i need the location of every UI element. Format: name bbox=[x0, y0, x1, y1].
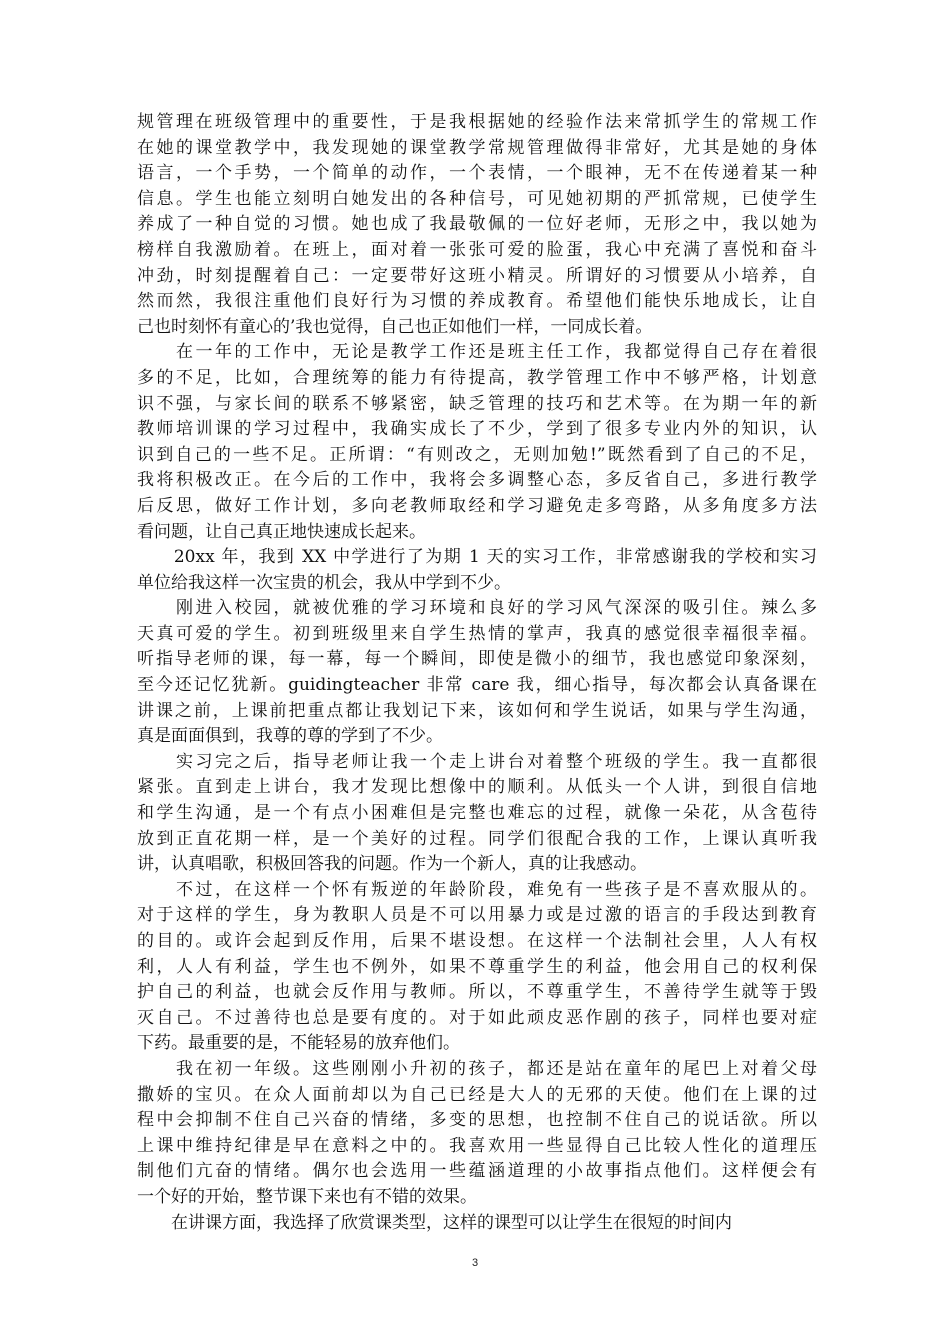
text-line: 识到自己的一些不足。正所谓：“有则改之，无则加勉!”既然看到了自己的不足， bbox=[137, 444, 817, 465]
text-line: 撒娇的宝贝。在众人面前却以为自己已经是大人的无邪的天使。他们在上课的过 bbox=[137, 1084, 817, 1105]
text-line: 真是面面俱到，我尊的尊的学到了不少。 bbox=[137, 726, 443, 747]
paragraph bbox=[137, 596, 817, 750]
text-line: 一个好的开始，整节课下来也有不错的效果。 bbox=[137, 1186, 477, 1207]
text-line: 看问题，让自己真正地快速成长起来。 bbox=[137, 521, 426, 542]
text-line: 规管理在班级管理中的重要性，于是我根据她的经验作法来常抓学生的常规工作 bbox=[137, 112, 817, 132]
text-line: 下药。最重要的是，不能轻易的放弃他们。 bbox=[137, 1033, 460, 1054]
text-line: 识不强，与家长间的联系不够紧密，缺乏管理的技巧和艺术等。在为期一年的新 bbox=[137, 393, 817, 414]
text-line: 程中会抑制不住自己兴奋的情绪，多变的思想，也控制不住自己的说话欲。所以 bbox=[137, 1110, 817, 1131]
text-line: 不过，在这样一个怀有叛逆的年龄阶段，难免有一些孩子是不喜欢服从的。 bbox=[137, 879, 817, 900]
text-line: 我在初一年级。这些刚刚小升初的孩子，都还是站在童年的尾巴上对着父母 bbox=[137, 1058, 817, 1079]
text-line: 放到正直花期一样，是一个美好的过程。同学们很配合我的工作，上课认真听我 bbox=[137, 828, 817, 849]
page-number: 3 bbox=[471, 1257, 479, 1269]
text-line: 养成了一种自觉的习惯。她也成了我最敬佩的一位好老师，无形之中，我以她为 bbox=[137, 214, 817, 235]
paragraph bbox=[137, 1211, 817, 1237]
text-line: 信息。学生也能立刻明白她发出的各种信号，可见她初期的严抓常规，已使学生 bbox=[137, 188, 817, 209]
text-line: 冲劲，时刻提醒着自己：一定要带好这班小精灵。所谓好的习惯要从小培养，自 bbox=[137, 265, 817, 286]
text-line: 榜样自我激励着。在班上，面对着一张张可爱的脸蛋，我心中充满了喜悦和奋斗 bbox=[137, 239, 817, 260]
paragraph bbox=[137, 340, 817, 545]
text-line: 己也时刻怀有童心的’我也觉得，自己也正如他们一样，一同成长着。 bbox=[137, 316, 653, 337]
paragraph bbox=[137, 110, 817, 340]
text-line: 后反思，做好工作计划，多向老教师取经和学习避免走多弯路，从多角度多方法 bbox=[137, 495, 817, 516]
document-body bbox=[137, 110, 817, 1236]
text-line: 多的不足，比如，合理统筹的能力有待提高，教学管理工作中不够严格，计划意 bbox=[137, 367, 817, 388]
text-line: 制他们亢奋的情绪。偶尔也会选用一些蕴涵道理的小故事指点他们。这样便会有 bbox=[137, 1161, 817, 1182]
text-line: 在一年的工作中，无论是教学工作还是班主任工作，我都觉得自己存在着很 bbox=[137, 342, 817, 363]
text-line: 上课中维持纪律是早在意料之中的。我喜欢用一些显得自己比较人性化的道理压 bbox=[137, 1135, 817, 1156]
text-line: 和学生沟通，是一个有点小困难但是完整也难忘的过程，就像一朵花，从含苞待 bbox=[137, 803, 817, 824]
text-line: 然而然，我很注重他们良好行为习惯的养成教育。希望他们能快乐地成长，让自 bbox=[137, 291, 817, 312]
text-line: 语言，一个手势，一个简单的动作，一个表情，一个眼神，无不在传递着某一种 bbox=[137, 163, 817, 184]
text-line: 护自己的利益，也就会反作用与教师。所以，不尊重学生，不善待学生就等于毁 bbox=[137, 982, 817, 1003]
text-line: 在她的课堂教学中，我发现她的课堂教学常规管理做得非常好，尤其是她的身体 bbox=[137, 137, 817, 158]
text-line: 我将积极改正。在今后的工作中，我将会多调整心态，多反省自己，多进行教学 bbox=[137, 470, 817, 491]
text-line: 利，人人有利益，学生也不例外，如果不尊重学生的利益，他会用自己的权利保 bbox=[137, 956, 817, 977]
text-line: 讲，认真唱歌，积极回答我的问题。作为一个新人，真的让我感动。 bbox=[137, 854, 647, 875]
paragraph bbox=[137, 1057, 817, 1211]
paragraph bbox=[137, 545, 817, 596]
text-line: 讲课之前，上课前把重点都让我划记下来，该如何和学生说话，如果与学生沟通， bbox=[137, 700, 817, 721]
paragraph bbox=[137, 878, 817, 1057]
text-line: 听指导老师的课，每一幕，每一个瞬间，即使是微小的细节，我也感觉印象深刻， bbox=[137, 649, 817, 670]
text-line: 教师培训课的学习过程中，我确实成长了不少，学到了很多专业内外的知识，认 bbox=[137, 419, 817, 440]
text-line: 灭自己。不过善待也总是要有度的。对于如此顽皮恶作剧的孩子，同样也要对症 bbox=[137, 1007, 817, 1028]
text-line: 在讲课方面，我选择了欣赏课类型，这样的课型可以让学生在很短的时间内 bbox=[137, 1212, 732, 1233]
text-line: 20xx 年，我到 XX 中学进行了为期 1 天的实习工作，非常感谢我的学校和实习 bbox=[137, 547, 817, 568]
text-line: 单位给我这样一次宝贵的机会，我从中学到不少。 bbox=[137, 572, 511, 593]
text-line: 天真可爱的学生。初到班级里来自学生热情的掌声，我真的感觉很幸福很幸福。 bbox=[137, 623, 817, 644]
text-line: 至今还记忆犹新。guidingteacher 非常 care 我，细心指导，每次都会认真备课在 bbox=[137, 675, 817, 696]
text-line: 紧张。直到走上讲台，我才发现比想像中的顺利。从低头一个人讲，到很自信地 bbox=[137, 777, 817, 798]
paragraph bbox=[137, 750, 817, 878]
text-line: 实习完之后，指导老师让我一个走上讲台对着整个班级的学生。我一直都很 bbox=[137, 751, 817, 772]
text-line: 刚进入校园，就被优雅的学习环境和良好的学习风气深深的吸引住。辣么多 bbox=[137, 598, 817, 619]
text-line: 对于这样的学生，身为教职人员是不可以用暴力或是过激的语言的手段达到教育 bbox=[137, 905, 817, 926]
text-line: 的目的。或许会起到反作用，后果不堪设想。在这样一个法制社会里，人人有权 bbox=[137, 931, 817, 951]
